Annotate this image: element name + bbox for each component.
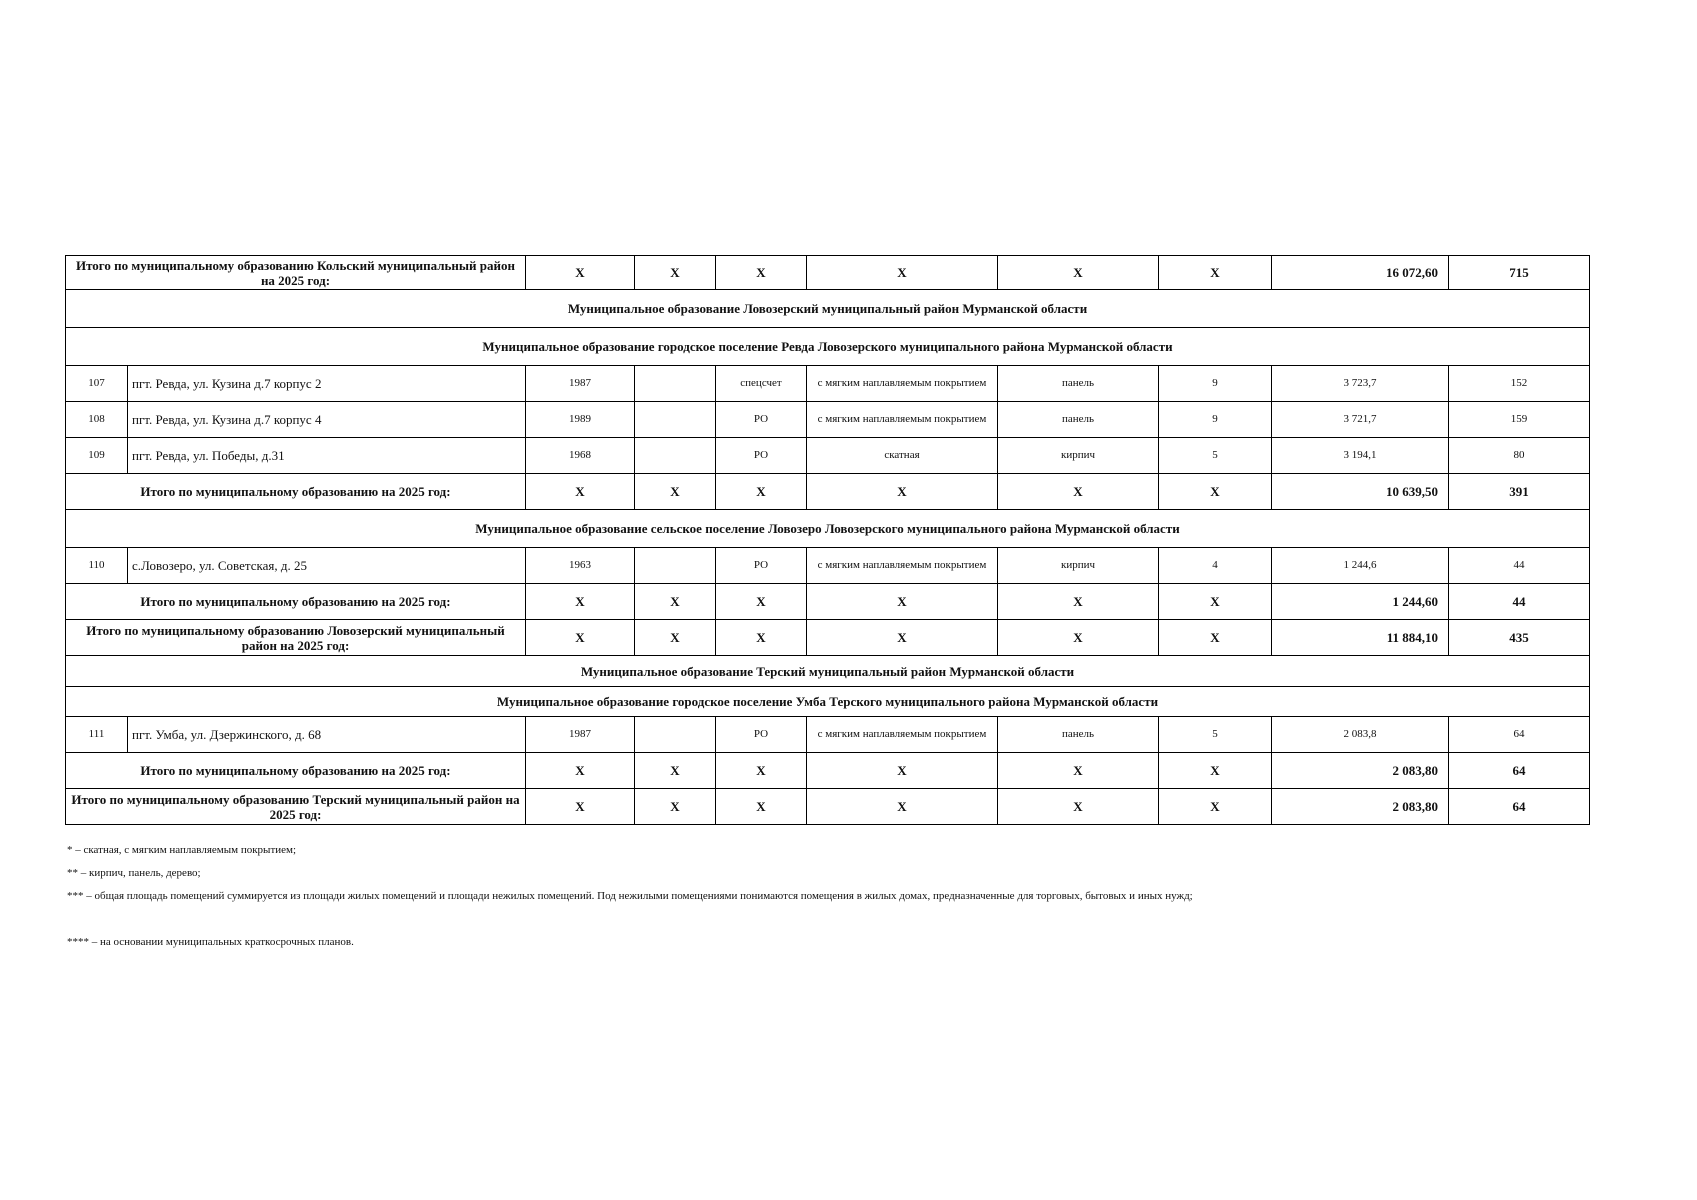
- district-total-row: [66, 256, 1590, 290]
- x-cell: X: [998, 256, 1159, 290]
- total-area: 1 244,60: [1272, 584, 1449, 620]
- section-header-row: [66, 328, 1590, 366]
- count-cell: 159: [1449, 402, 1590, 438]
- x-cell: X: [807, 584, 998, 620]
- district-total-row: [66, 620, 1590, 656]
- roof-cell: скатная: [807, 438, 998, 474]
- table-row: [66, 402, 1590, 438]
- x-cell: X: [526, 474, 635, 510]
- x-cell: X: [716, 584, 807, 620]
- funding-cell: РО: [716, 717, 807, 753]
- wall-cell: панель: [998, 366, 1159, 402]
- roof-cell: с мягким наплавляемым покрытием: [807, 548, 998, 584]
- count-cell: 152: [1449, 366, 1590, 402]
- roof-cell: с мягким наплавляемым покрытием: [807, 402, 998, 438]
- x-cell: X: [1159, 474, 1272, 510]
- section-header-row: [66, 510, 1590, 548]
- row-number: 111: [66, 717, 128, 753]
- row-number: 109: [66, 438, 128, 474]
- x-cell: X: [635, 474, 716, 510]
- total-label: Итого по муниципальному образованию на 2025 год:: [66, 584, 526, 620]
- wall-cell: панель: [998, 717, 1159, 753]
- floors-cell: 9: [1159, 366, 1272, 402]
- floors-cell: 4: [1159, 548, 1272, 584]
- footnote-3: *** – общая площадь помещений суммируется из площади жилых помещений и площади нежилых помещений. Под нежилыми помещениями понимаются помещения в жилых домах, предназначенные для торговых, бытовых и иных нужд;: [67, 890, 1193, 902]
- section-header-row: [66, 656, 1590, 687]
- x-cell: X: [635, 789, 716, 825]
- table-row: [66, 438, 1590, 474]
- x-cell: X: [1159, 584, 1272, 620]
- section-header: Муниципальное образование городское поселение Умба Терского муниципального района Мурманской области: [66, 687, 1590, 717]
- area-cell: 1 244,6: [1272, 548, 1449, 584]
- area-cell: 3 194,1: [1272, 438, 1449, 474]
- total-label: Итого по муниципальному образованию Ловозерский муниципальный район на 2025 год:: [66, 620, 526, 656]
- empty-cell: [635, 366, 716, 402]
- x-cell: X: [716, 256, 807, 290]
- funding-cell: РО: [716, 402, 807, 438]
- total-count: 44: [1449, 584, 1590, 620]
- x-cell: X: [716, 474, 807, 510]
- section-header-row: [66, 290, 1590, 328]
- year-cell: 1987: [526, 366, 635, 402]
- x-cell: X: [998, 584, 1159, 620]
- total-area: 11 884,10: [1272, 620, 1449, 656]
- x-cell: X: [526, 620, 635, 656]
- x-cell: X: [998, 474, 1159, 510]
- year-cell: 1987: [526, 717, 635, 753]
- funding-cell: спецсчет: [716, 366, 807, 402]
- section-header: Муниципальное образование городское поселение Ревда Ловозерского муниципального района Мурманской области: [66, 328, 1590, 366]
- address-cell: с.Ловозеро, ул. Советская, д. 25: [128, 548, 526, 584]
- address-cell: пгт. Умба, ул. Дзержинского, д. 68: [128, 717, 526, 753]
- total-area: 2 083,80: [1272, 789, 1449, 825]
- x-cell: X: [1159, 789, 1272, 825]
- total-label: Итого по муниципальному образованию Терский муниципальный район на 2025 год:: [66, 789, 526, 825]
- x-cell: X: [1159, 620, 1272, 656]
- x-cell: X: [998, 620, 1159, 656]
- subtotal-row: [66, 753, 1590, 789]
- footnote-2: ** – кирпич, панель, дерево;: [67, 867, 201, 879]
- address-cell: пгт. Ревда, ул. Победы, д.31: [128, 438, 526, 474]
- year-cell: 1989: [526, 402, 635, 438]
- district-total-row: [66, 789, 1590, 825]
- footnote-1: * – скатная, с мягким наплавляемым покрытием;: [67, 844, 297, 856]
- x-cell: X: [1159, 256, 1272, 290]
- x-cell: X: [526, 753, 635, 789]
- empty-cell: [635, 438, 716, 474]
- section-header-row: [66, 687, 1590, 717]
- total-area: 10 639,50: [1272, 474, 1449, 510]
- roof-cell: с мягким наплавляемым покрытием: [807, 366, 998, 402]
- x-cell: X: [526, 584, 635, 620]
- x-cell: X: [635, 584, 716, 620]
- wall-cell: панель: [998, 402, 1159, 438]
- x-cell: X: [716, 789, 807, 825]
- empty-cell: [635, 717, 716, 753]
- x-cell: X: [1159, 753, 1272, 789]
- floors-cell: 5: [1159, 438, 1272, 474]
- address-cell: пгт. Ревда, ул. Кузина д.7 корпус 2: [128, 366, 526, 402]
- table-row: [66, 548, 1590, 584]
- x-cell: X: [998, 789, 1159, 825]
- roof-cell: с мягким наплавляемым покрытием: [807, 717, 998, 753]
- total-count: 715: [1449, 256, 1590, 290]
- x-cell: X: [635, 753, 716, 789]
- x-cell: X: [807, 474, 998, 510]
- address-cell: пгт. Ревда, ул. Кузина д.7 корпус 4: [128, 402, 526, 438]
- total-count: 64: [1449, 753, 1590, 789]
- total-area: 16 072,60: [1272, 256, 1449, 290]
- x-cell: X: [635, 256, 716, 290]
- floors-cell: 9: [1159, 402, 1272, 438]
- housing-repair-table: [65, 255, 1590, 825]
- row-number: 110: [66, 548, 128, 584]
- total-count: 435: [1449, 620, 1590, 656]
- table-row: [66, 717, 1590, 753]
- x-cell: X: [807, 620, 998, 656]
- total-count: 391: [1449, 474, 1590, 510]
- floors-cell: 5: [1159, 717, 1272, 753]
- row-number: 107: [66, 366, 128, 402]
- x-cell: X: [526, 789, 635, 825]
- count-cell: 64: [1449, 717, 1590, 753]
- total-label: Итого по муниципальному образованию на 2025 год:: [66, 474, 526, 510]
- total-area: 2 083,80: [1272, 753, 1449, 789]
- wall-cell: кирпич: [998, 438, 1159, 474]
- x-cell: X: [526, 256, 635, 290]
- x-cell: X: [807, 753, 998, 789]
- subtotal-row: [66, 474, 1590, 510]
- area-cell: 3 723,7: [1272, 366, 1449, 402]
- subtotal-row: [66, 584, 1590, 620]
- x-cell: X: [716, 620, 807, 656]
- table-row: [66, 366, 1590, 402]
- x-cell: X: [716, 753, 807, 789]
- count-cell: 80: [1449, 438, 1590, 474]
- total-count: 64: [1449, 789, 1590, 825]
- footnote-4: **** – на основании муниципальных краткосрочных планов.: [67, 936, 354, 948]
- x-cell: X: [998, 753, 1159, 789]
- empty-cell: [635, 402, 716, 438]
- year-cell: 1963: [526, 548, 635, 584]
- row-number: 108: [66, 402, 128, 438]
- empty-cell: [635, 548, 716, 584]
- area-cell: 3 721,7: [1272, 402, 1449, 438]
- total-label: Итого по муниципальному образованию на 2025 год:: [66, 753, 526, 789]
- total-label: Итого по муниципальному образованию Кольский муниципальный район на 2025 год:: [66, 256, 526, 290]
- wall-cell: кирпич: [998, 548, 1159, 584]
- section-header: Муниципальное образование Терский муниципальный район Мурманской области: [66, 656, 1590, 687]
- count-cell: 44: [1449, 548, 1590, 584]
- x-cell: X: [807, 789, 998, 825]
- year-cell: 1968: [526, 438, 635, 474]
- section-header: Муниципальное образование сельское поселение Ловозеро Ловозерского муниципального района Мурманской области: [66, 510, 1590, 548]
- x-cell: X: [807, 256, 998, 290]
- section-header: Муниципальное образование Ловозерский муниципальный район Мурманской области: [66, 290, 1590, 328]
- area-cell: 2 083,8: [1272, 717, 1449, 753]
- funding-cell: РО: [716, 438, 807, 474]
- funding-cell: РО: [716, 548, 807, 584]
- x-cell: X: [635, 620, 716, 656]
